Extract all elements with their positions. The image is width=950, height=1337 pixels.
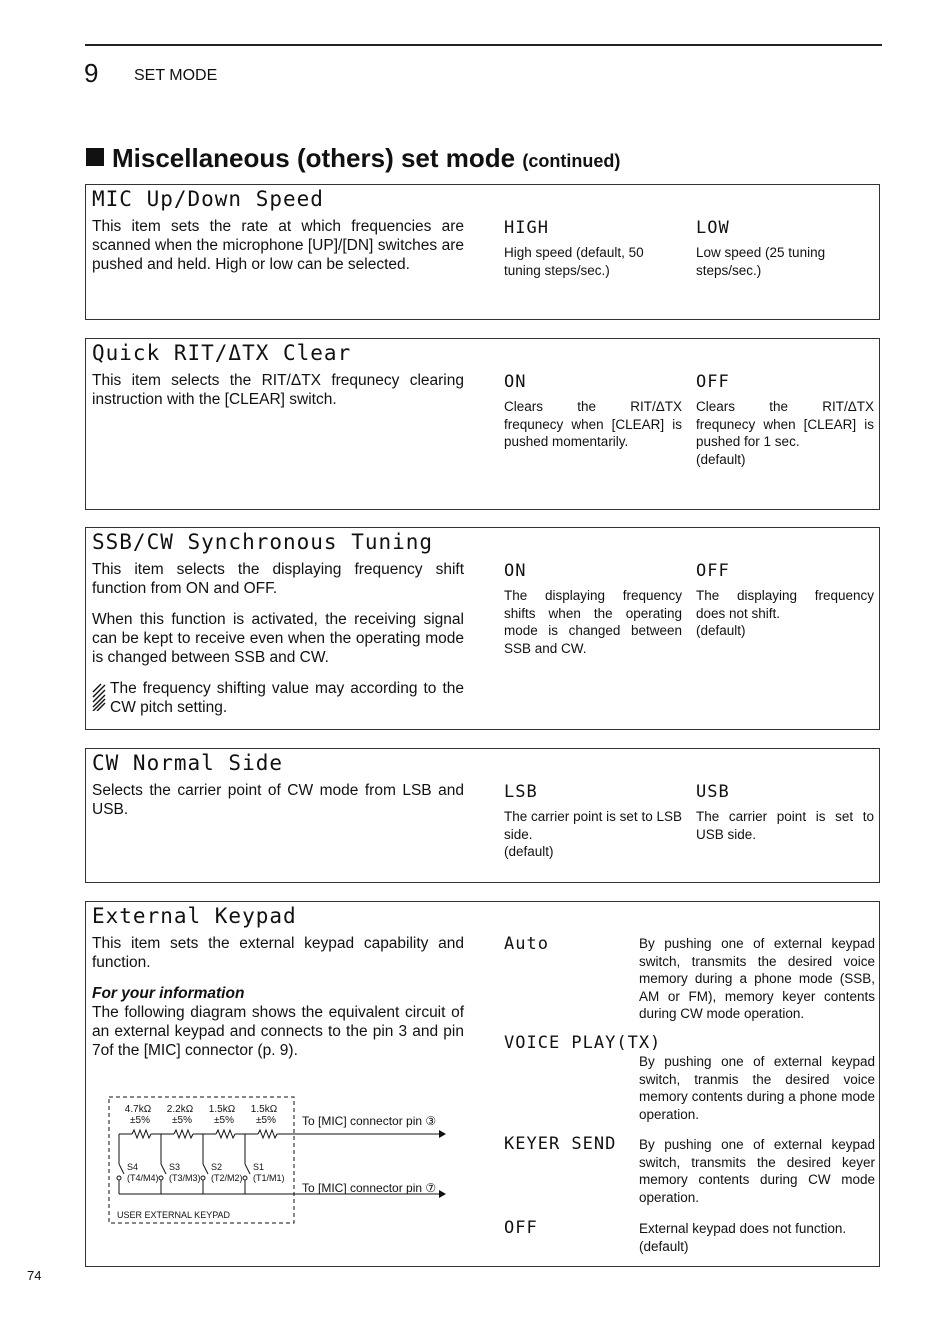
switch-s3-name: S3 <box>169 1162 181 1172</box>
option-text: External keypad does not function. <box>639 1221 847 1236</box>
option-text: The displaying frequency does not shift. <box>696 588 874 621</box>
quick-rit-description: This item selects the RIT/ΔTX frequnecy clearing instruction with the [CLEAR] switch. <box>92 372 464 408</box>
resistor-3-value: 1.5kΩ <box>208 1104 236 1115</box>
cw-side-box <box>85 748 880 883</box>
keypad-option-off-text <box>639 1220 875 1255</box>
sync-tuning-note <box>92 679 464 717</box>
option-text: Clears the RIT/ΔTX frequnecy when [CLEAR] is pushed for 1 sec. <box>696 399 874 449</box>
keypad-box <box>85 901 880 1267</box>
option-text: The carrier point is set to USB side. <box>696 809 874 842</box>
resistor-4-symbol <box>258 1130 277 1138</box>
sync-tuning-paragraph-1: This item selects the displaying frequency shift function from ON and OFF. <box>92 561 464 597</box>
sync-tuning-title: SSB/CW Synchronous Tuning <box>92 530 434 554</box>
mic-speed-option-low <box>696 218 874 279</box>
keypad-option-keyer-text: By pushing one of external keypad switch, transmits the desired keyer memory contents during CW mode operation. <box>639 1137 875 1205</box>
mic-speed-title: MIC Up/Down Speed <box>92 187 324 211</box>
cw-side-option-lsb <box>504 782 682 861</box>
switch-s3-mem: (T3/M3) <box>169 1173 201 1183</box>
cw-side-description: Selects the carrier point of CW mode from LSB and USB. <box>92 782 464 818</box>
keypad-option-auto-name: Auto <box>504 934 549 954</box>
option-text: The displaying frequency shifts when the operating mode is changed between SSB and CW. <box>504 588 682 656</box>
resistor-1-value: 4.7kΩ <box>124 1104 152 1115</box>
square-bullet-icon <box>86 148 104 166</box>
section-title <box>86 143 620 174</box>
keypad-option-off-name: OFF <box>504 1218 538 1238</box>
keypad-option-keyer-name: KEYER SEND <box>504 1134 617 1154</box>
option-name: USB <box>696 782 730 802</box>
option-name: LOW <box>696 218 730 238</box>
resistor-4-value: 1.5kΩ <box>250 1104 278 1115</box>
option-default-note: (default) <box>504 844 554 859</box>
arrow-pin3-icon <box>439 1130 446 1138</box>
switch-s1-symbol <box>245 1164 250 1174</box>
quick-rit-option-on <box>504 372 682 451</box>
section-continued: (continued) <box>522 151 621 171</box>
fyi-text: The following diagram shows the equivalent circuit of an external keypad and connects to the pin 3 and pin 7of the [MIC] connector (p. 9). <box>92 1004 464 1059</box>
keypad-title: External Keypad <box>92 904 297 928</box>
quick-rit-box <box>85 338 880 510</box>
keypad-circuit-diagram <box>96 1094 466 1229</box>
resistor-2-tol: ±5% <box>172 1115 192 1126</box>
mic-speed-option-high <box>504 218 682 279</box>
fyi-heading: For your information <box>92 985 245 1002</box>
switch-s3-symbol <box>161 1164 166 1174</box>
switch-s1-name: S1 <box>253 1162 265 1172</box>
sync-tuning-note-text: The frequency shifting value may according to the CW pitch setting. <box>110 680 464 716</box>
option-default-note: (default) <box>696 451 746 467</box>
switch-s1-mem: (T1/M1) <box>253 1173 285 1183</box>
section-title-text: Miscellaneous (others) set mode <box>112 143 516 173</box>
switch-s4-symbol <box>119 1164 124 1174</box>
quick-rit-title: Quick RIT/ΔTX Clear <box>92 341 352 365</box>
option-default-note: (default) <box>696 623 746 638</box>
switch-s2-name: S2 <box>211 1162 223 1172</box>
resistor-1-symbol <box>132 1130 151 1138</box>
keypad-option-voice-name: VOICE PLAY(TX) <box>504 1033 662 1053</box>
option-text: High speed (default, 50 tuning steps/sec.) <box>504 245 644 278</box>
pin3-label: To [MIC] connector pin ③ <box>302 1114 437 1128</box>
mic-speed-description: This item sets the rate at which frequencies are scanned when the microphone [UP]/[DN] switches are pushed and held. High or low can be selected. <box>92 218 464 273</box>
header-rule <box>85 44 882 46</box>
chapter-title: SET MODE <box>134 67 218 84</box>
option-name: HIGH <box>504 218 549 238</box>
resistor-4-tol: ±5% <box>256 1115 276 1126</box>
chapter-number: 9 <box>84 58 99 88</box>
cw-side-option-usb <box>696 782 874 843</box>
resistor-1-tol: ±5% <box>130 1115 150 1126</box>
resistor-2-symbol <box>174 1130 193 1138</box>
sync-tuning-box <box>85 527 880 730</box>
switch-s2-mem: (T2/M2) <box>211 1173 243 1183</box>
resistor-2-value: 2.2kΩ <box>166 1104 194 1115</box>
note-icon <box>92 683 106 711</box>
sync-tuning-option-on <box>504 561 682 657</box>
switch-s4-name: S4 <box>127 1162 139 1172</box>
page-number: 74 <box>27 1268 42 1283</box>
option-name: ON <box>504 372 527 392</box>
quick-rit-option-off <box>696 372 874 468</box>
keypad-box-label: USER EXTERNAL KEYPAD <box>117 1210 231 1220</box>
option-name: LSB <box>504 782 538 802</box>
option-name: OFF <box>696 561 730 581</box>
pin7-label: To [MIC] connector pin ⑦ <box>302 1181 437 1195</box>
mic-speed-box <box>85 184 880 320</box>
option-default-note: (default) <box>639 1238 689 1254</box>
sync-tuning-option-off <box>696 561 874 640</box>
option-text: Low speed (25 tuning steps/sec.) <box>696 245 826 278</box>
keypad-option-voice-text: By pushing one of external keypad switch, tranmis the desired voice memory contents during a phone mode operation. <box>639 1054 875 1122</box>
keypad-description-text: This item sets the external keypad capability and function. <box>92 935 464 971</box>
sync-tuning-paragraph-2: When this function is activated, the receiving signal can be kept to receive even when the operating mode is changed between SSB and CW. <box>92 611 464 666</box>
arrow-pin7-icon <box>439 1190 446 1198</box>
sync-tuning-description <box>92 560 464 717</box>
resistor-3-tol: ±5% <box>214 1115 234 1126</box>
switch-s4-mem: (T4/M4) <box>127 1173 159 1183</box>
resistor-3-symbol <box>216 1130 235 1138</box>
option-name: OFF <box>696 372 730 392</box>
switch-s2-symbol <box>203 1164 208 1174</box>
cw-side-title: CW Normal Side <box>92 751 284 775</box>
keypad-option-auto-text: By pushing one of external keypad switch, transmits the desired voice memory during a phone mode (SSB, AM or FM), memory keyer contents during CW mode operation. <box>639 936 875 1021</box>
option-text: Clears the RIT/ΔTX frequnecy when [CLEAR] is pushed momentarily. <box>504 399 682 449</box>
option-text: The carrier point is set to LSB side. <box>504 809 682 842</box>
option-name: ON <box>504 561 527 581</box>
keypad-description <box>92 934 464 1060</box>
